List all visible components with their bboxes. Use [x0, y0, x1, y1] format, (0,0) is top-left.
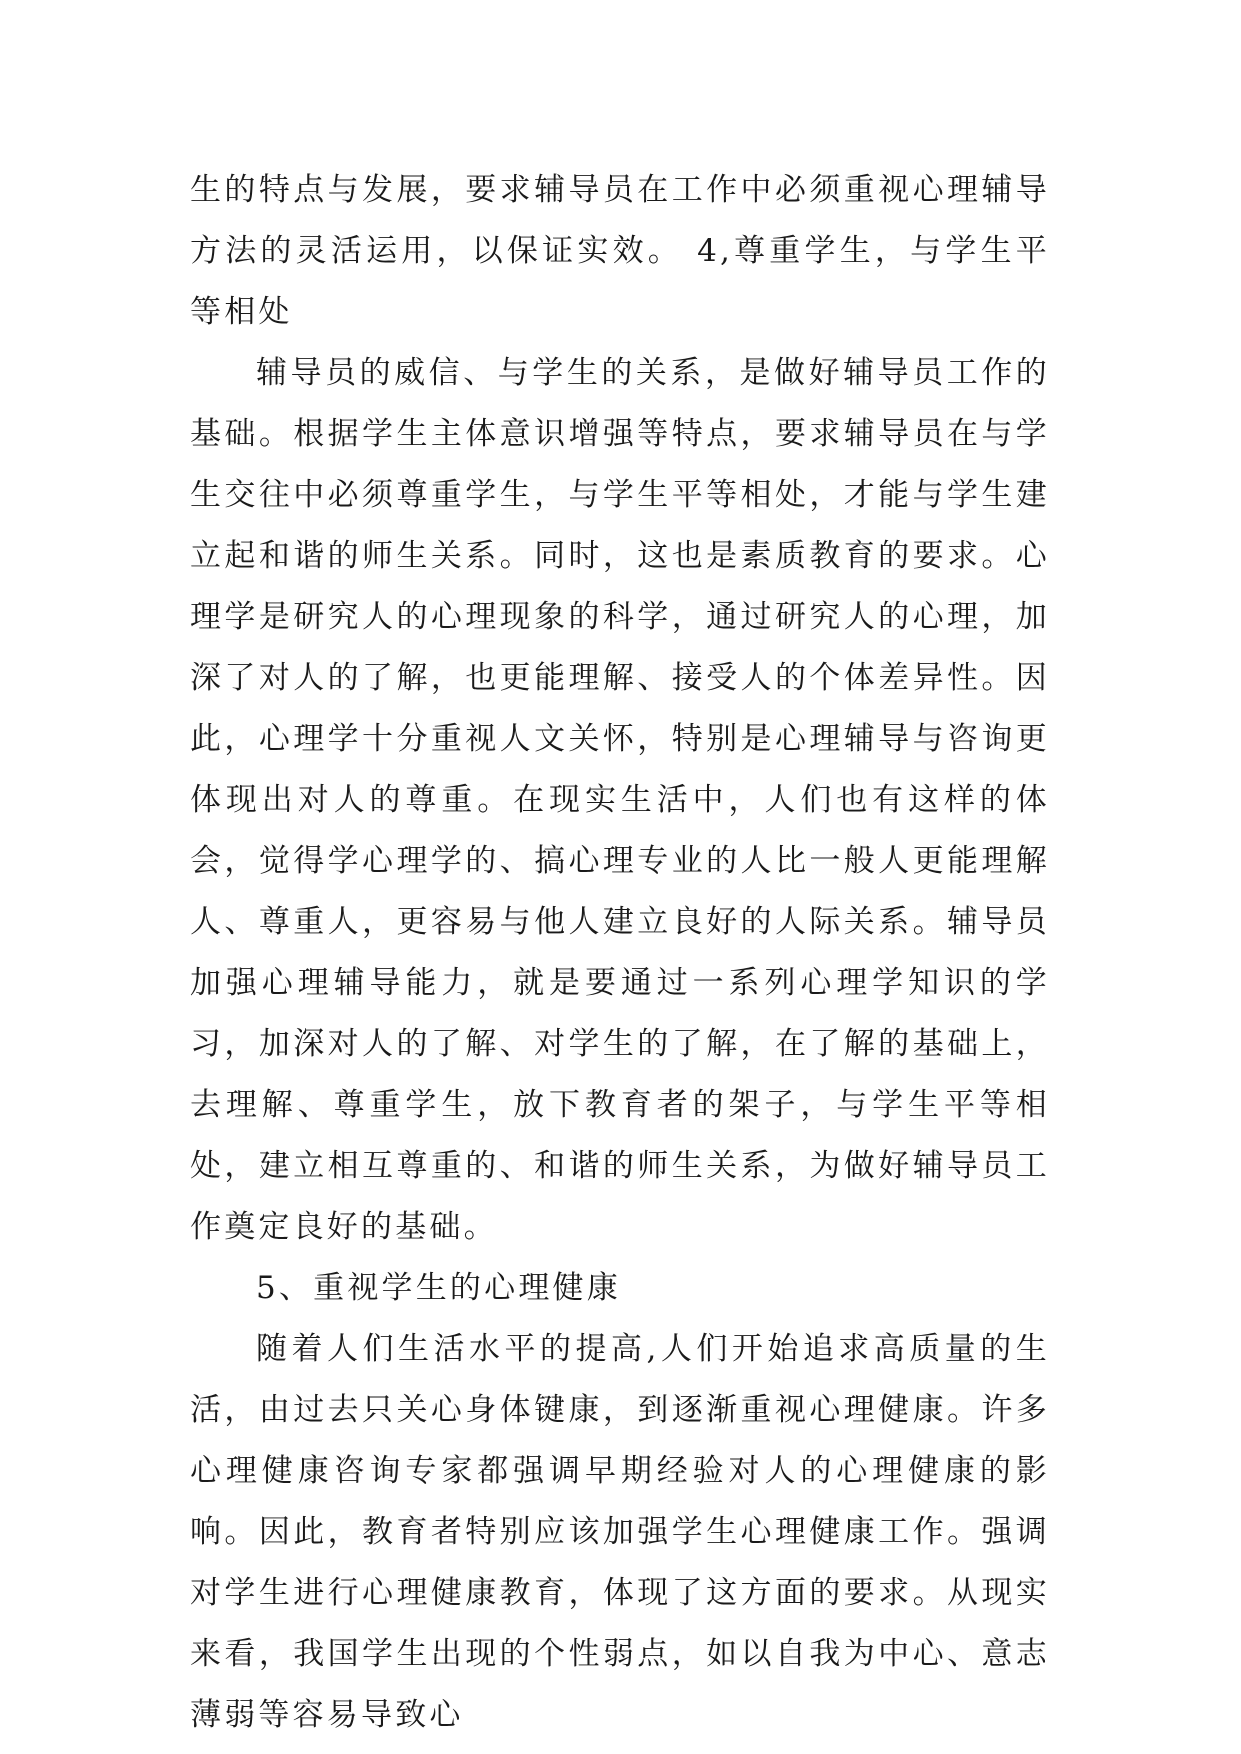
- paragraph-continuation: 生的特点与发展，要求辅导员在工作中必须重视心理辅导方法的灵活运用，以保证实效。 4,尊重学生，与学生平等相处: [190, 172, 1050, 330]
- document-body: [190, 160, 1050, 1746]
- paragraph-respect-students: 辅导员的威信、与学生的关系，是做好辅导员工作的基础。根据学生主体意识增强等特点，要求辅导员在与学生交往中必须尊重学生，与学生平等相处，才能与学生建立起和谐的师生关系。同时，这也是素质教育的要求。心理学是研究人的心理现象的科学，通过研究人的心理，加深了对人的了解，也更能理解、接受人的个体差异性。因此，心理学十分重视人文关怀，特别是心理辅导与咨询更体现出对人的尊重。在现实生活中，人们也有这样的体会，觉得学心理学的、搞心理专业的人比一般人更能理解人、尊重人，更容易与他人建立良好的人际关系。辅导员加强心理辅导能力，就是要通过一系列心理学知识的学习，加深对人的了解、对学生的了解，在了解的基础上，去理解、尊重学生，放下教育者的架子，与学生平等相处，建立相互尊重的、和谐的师生关系，为做好辅导员工作奠定良好的基础。: [190, 355, 1050, 1245]
- section-heading-mental-health: 5、重视学生的心理健康: [256, 1270, 621, 1306]
- paragraph-mental-health: 随着人们生活水平的提高,人们开始追求高质量的生活，由过去只关心身体键康，到逐渐重视心理健康。许多心理健康咨询专家都强调早期经验对人的心理健康的影响。因此，教育者特别应该加强学生心理健康工作。强调对学生进行心理健康教育，体现了这方面的要求。从现实来看，我国学生出现的个性弱点，如以自我为中心、意志薄弱等容易导致心: [190, 1331, 1050, 1733]
